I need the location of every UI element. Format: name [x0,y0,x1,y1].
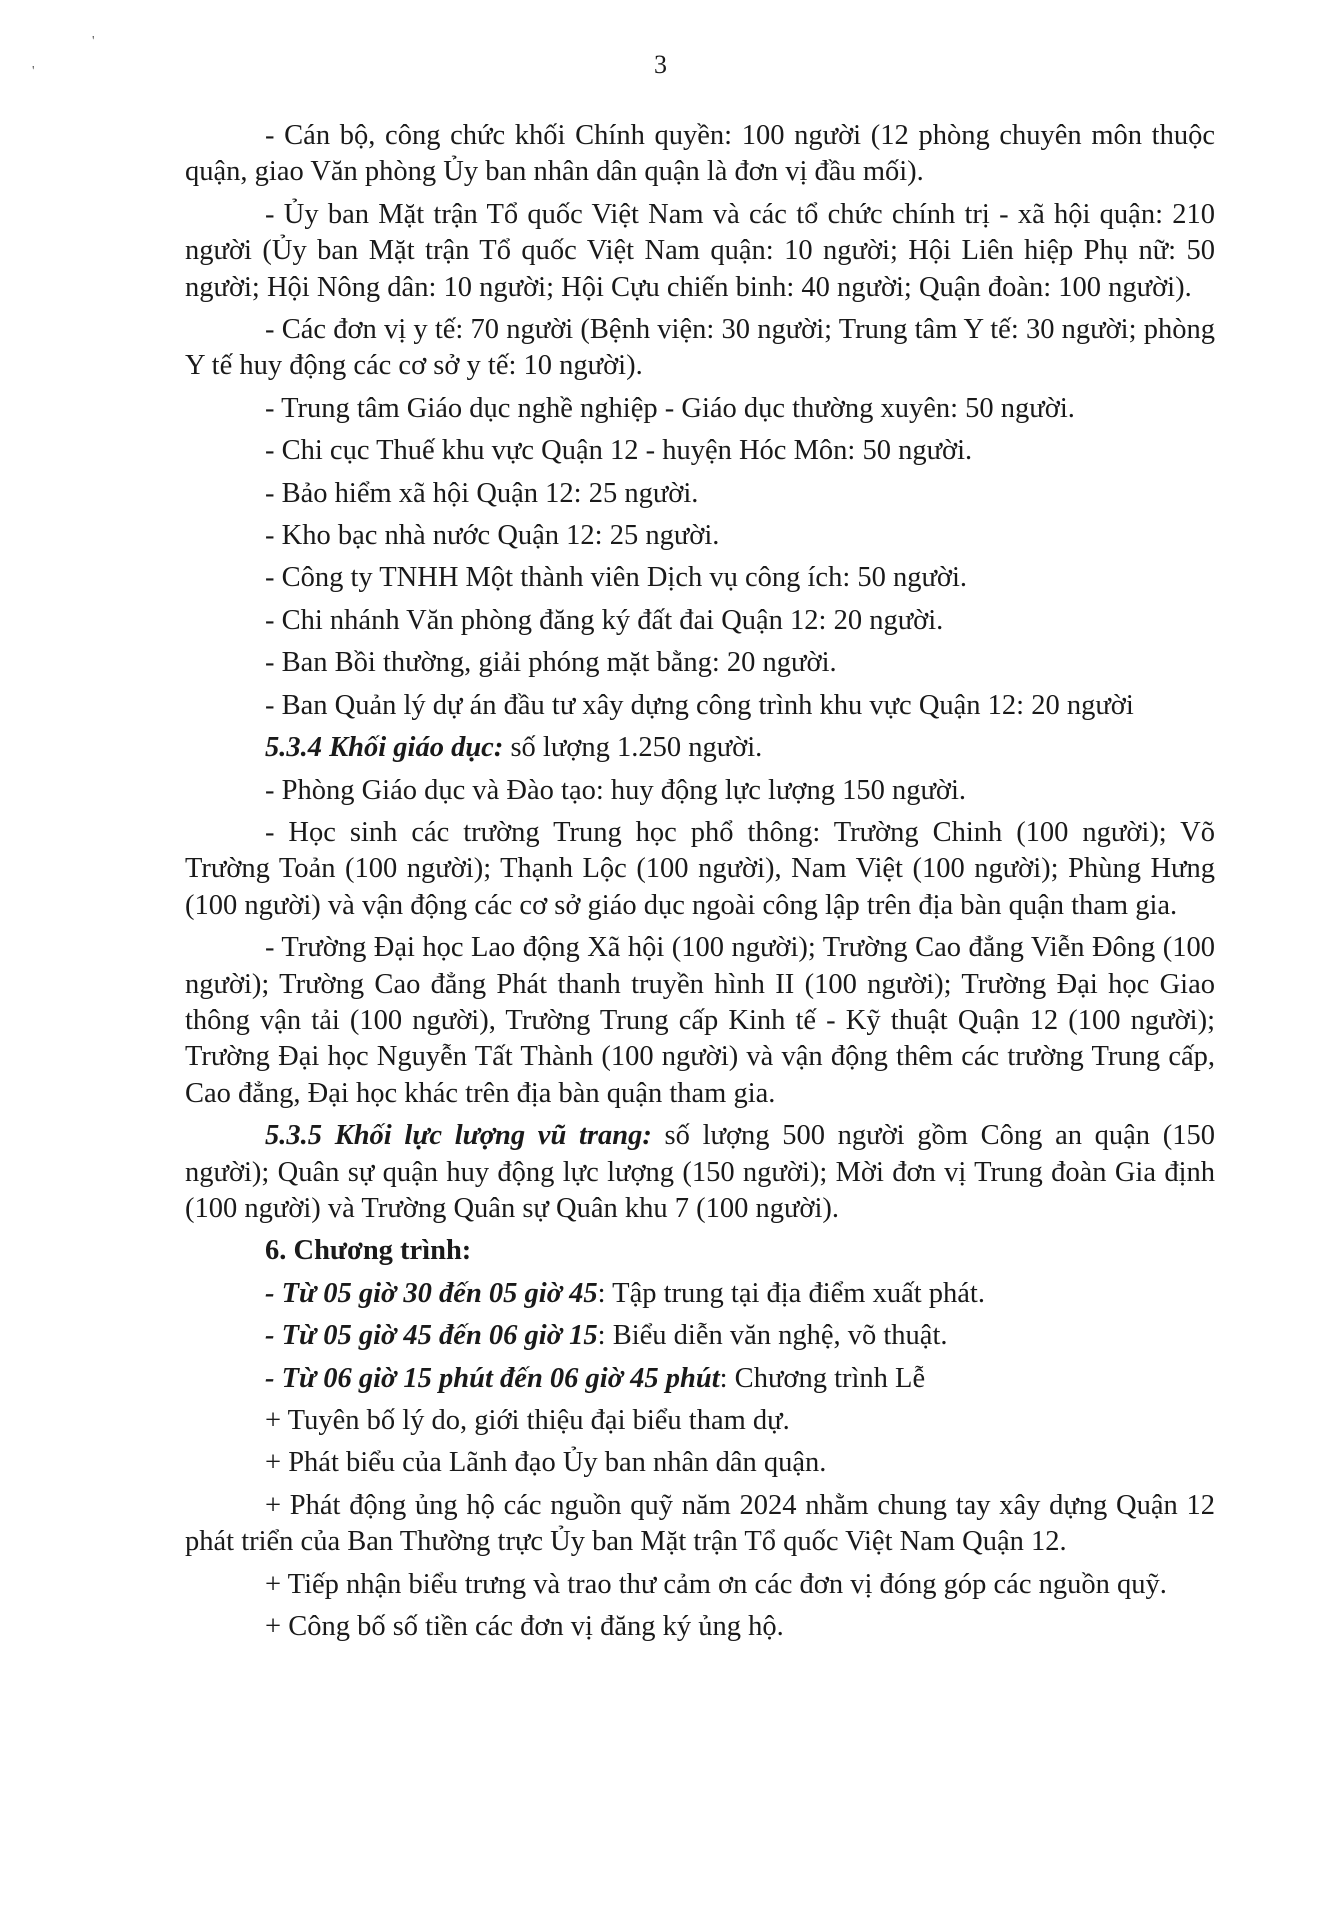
schedule-item: - Từ 06 giờ 15 phút đến 06 giờ 45 phút: Chương trình Lễ [265,1362,926,1394]
paragraph: - Trường Đại học Lao động Xã hội (100 người); Trường Cao đẳng Viễn Đông (100 người); Trường Cao đẳng Phát thanh truyền hình II (100 người); Trường Đại học Giao thông vận tải (100 người), Trường Trung cấp Kinh tế - Kỹ thuật Quận 12 (100 người); Trường Đại học Nguyễn Tất Thành (100 người) và vận động thêm các trường Trung cấp, Cao đẳng, Đại học khác trên địa bàn quận tham gia. [185,932,1215,1109]
paragraph: - Ban Bồi thường, giải phóng mặt bằng: 20 người. [265,647,837,679]
program-item: + Công bố số tiền các đơn vị đăng ký ủng hộ. [265,1611,784,1643]
paragraph: - Bảo hiểm xã hội Quận 12: 25 người. [265,477,699,509]
paragraph: - Công ty TNHH Một thành viên Dịch vụ công ích: 50 người. [265,562,968,594]
scan-speck: ' [92,34,95,49]
section-heading-5-3-5: 5.3.5 Khối lực lượng vũ trang: số lượng 500 người gồm Công an quận (150 người); Quân sự quận huy động lực lượng (150 người); Mời đơn vị Trung đoàn Gia định (100 người) và Trường Quân sự Quân khu 7 (100 người). [185,1120,1215,1224]
scan-speck: ' [32,64,35,79]
paragraph: - Cán bộ, công chức khối Chính quyền: 100 người (12 phòng chuyên môn thuộc quận, giao Văn phòng Ủy ban nhân dân quận là đơn vị đầu mối). [185,120,1215,188]
paragraph: - Phòng Giáo dục và Đào tạo: huy động lực lượng 150 người. [265,774,967,806]
paragraph: - Trung tâm Giáo dục nghề nghiệp - Giáo dục thường xuyên: 50 người. [265,392,1075,424]
paragraph: - Kho bạc nhà nước Quận 12: 25 người. [265,520,720,552]
section-heading-5-3-4: 5.3.4 Khối giáo dục: số lượng 1.250 người. [265,732,763,764]
document-body [185,118,1215,1651]
program-item: + Tuyên bố lý do, giới thiệu đại biểu tham dự. [265,1405,790,1436]
paragraph: - Chi cục Thuế khu vực Quận 12 - huyện Hóc Môn: 50 người. [265,435,973,467]
program-item: + Phát biểu của Lãnh đạo Ủy ban nhân dân quận. [265,1447,827,1479]
paragraph: - Ủy ban Mặt trận Tổ quốc Việt Nam và các tổ chức chính trị - xã hội quận: 210 người (Ủy ban Mặt trận Tổ quốc Việt Nam quận: 10 người; Hội Liên hiệp Phụ nữ: 50 người; Hội Nông dân: 10 người; Hội Cựu chiến binh: 40 người; Quận đoàn: 100 người). [185,198,1215,303]
page-number: 3 [654,50,667,79]
section-heading-6: 6. Chương trình: [265,1235,472,1267]
schedule-item: - Từ 05 giờ 30 đến 05 giờ 45: Tập trung tại địa điểm xuất phát. [265,1277,985,1309]
program-item: + Tiếp nhận biểu trưng và trao thư cảm ơn các đơn vị đóng góp các nguồn quỹ. [265,1568,1167,1600]
paragraph: - Ban Quản lý dự án đầu tư xây dựng công trình khu vực Quận 12: 20 người [265,689,1134,721]
paragraph: - Chi nhánh Văn phòng đăng ký đất đai Quận 12: 20 người. [265,604,944,636]
schedule-item: - Từ 05 giờ 45 đến 06 giờ 15: Biểu diễn văn nghệ, võ thuật. [265,1320,948,1352]
paragraph: - Học sinh các trường Trung học phổ thông: Trường Chinh (100 người); Võ Trường Toản (100 người); Thạnh Lộc (100 người), Nam Việt (100 người); Phùng Hưng (100 người) và vận động các cơ sở giáo dục ngoài công lập trên địa bàn quận tham gia. [185,816,1215,921]
paragraph: - Các đơn vị y tế: 70 người (Bệnh viện: 30 người; Trung tâm Y tế: 30 người; phòng Y tế huy động các cơ sở y tế: 10 người). [185,314,1215,382]
program-item: + Phát động ủng hộ các nguồn quỹ năm 2024 nhằm chung tay xây dựng Quận 12 phát triển của Ban Thường trực Ủy ban Mặt trận Tổ quốc Việt Nam Quận 12. [185,1489,1215,1558]
